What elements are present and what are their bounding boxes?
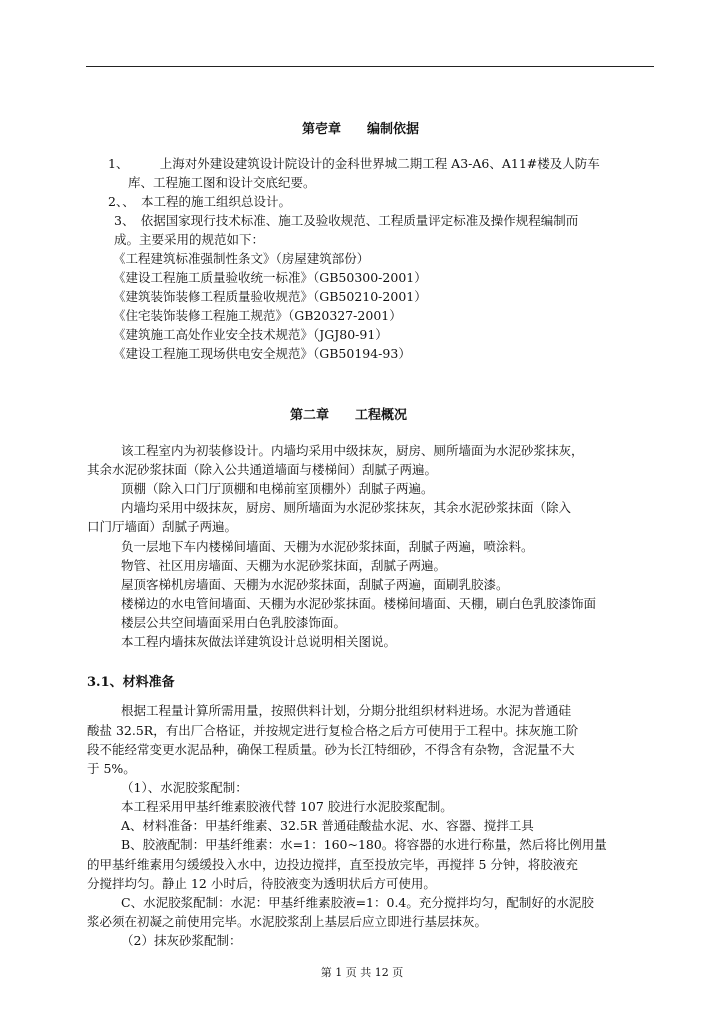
ch2-line-4: 内墙均采用中级抹灰，厨房、厕所墙面为水泥砂浆抹灰，其余水泥砂浆抹面（除入 xyxy=(121,500,572,515)
chapter2-title: 第二章 工程概况 xyxy=(290,408,408,423)
ch2-line-5: 口门厅墙面）刮腻子两遍。 xyxy=(87,519,238,534)
ch2-line-11: 本工程内墙抹灰做法详建筑设计总说明相关图说。 xyxy=(121,634,397,649)
s31-line-2: 酸盐 32.5R，有出厂合格证，并按规定进行复检合格之后方可使用于工程中。抹灰施工阶 xyxy=(87,723,579,738)
ch2-line-8: 屋顶客梯机房墙面、天棚为水泥砂浆抹面，刮腻子两遍，面刷乳胶漆。 xyxy=(121,577,509,592)
chapter1-title: 第壱章 编制依据 xyxy=(302,122,420,137)
s31-line-1: 根据工程量计算所需用量，按照供料计划，分期分批组织材料进场。水泥为普通硅 xyxy=(121,703,572,718)
s31-line-3: 段不能经常变更水泥品种，确保工程质量。砂为长江特细砂，不得含有杂物，含泥量不大 xyxy=(87,742,575,757)
header-rule xyxy=(86,66,654,67)
s31-line-9: 的甲基纤维素用匀缓缓投入水中，边投边搅拌，直至投放完毕，再搅拌 5 分钟，将胶液充 xyxy=(87,857,578,872)
s31-line-6: 本工程采用甲基纤维素胶液代替 107 胶进行水泥胶浆配制。 xyxy=(121,799,453,814)
ch2-line-7: 物管、社区用房墙面、天棚为水泥砂浆抹面，刮腻子两遍。 xyxy=(121,558,447,573)
standard-4: 《住宅装饰装修工程施工规范》（GB20327-2001） xyxy=(113,308,402,323)
ch2-line-2: 其余水泥砂浆抹面（除入公共通道墙面与楼梯间）刮腻子两遍。 xyxy=(87,462,438,477)
ch1-item-3: 3、 依据国家现行技术标准、施工及验收规范、工程质量评定标准及操作规程编制而 xyxy=(114,213,579,228)
standard-5: 《建筑施工高处作业安全技术规范》（JGJ80-91） xyxy=(113,327,388,342)
ch2-line-1: 该工程室内为初装修设计。内墙均采用中级抹灰，厨房、厕所墙面为水泥砂浆抹灰， xyxy=(121,443,584,458)
standard-3: 《建筑装饰装修工程质量验收规范》（GB50210-2001） xyxy=(113,289,427,304)
standard-6: 《建设工程施工现场供电安全规范》（GB50194-93） xyxy=(113,346,411,361)
page-footer: 第 1 页 共 12 页 xyxy=(320,966,404,979)
s31-line-8: B、胶液配制：甲基纤维素：水=1：160~180。将容器的水进行称量，然后将比例用量 xyxy=(121,837,607,852)
ch2-line-3: 顶棚（除入口门厅顶棚和电梯前室顶棚外）刮腻子两遍。 xyxy=(121,481,434,496)
ch1-item-1: 1、 上海对外建设建筑设计院设计的金科世界城二期工程 A3-A6、A11#楼及人防车 xyxy=(108,156,600,171)
ch1-item-2: 2、、 本工程的施工组织总设计。 xyxy=(108,194,291,209)
ch2-line-6: 负一层地下车内楼梯间墙面、天棚为水泥砂浆抹面，刮腻子两遍，喷涂料。 xyxy=(121,539,534,554)
s31-line-7: A、材料准备：甲基纤维素、32.5R 普通硅酸盐水泥、水、容器、搅拌工具 xyxy=(121,818,534,833)
s31-line-10: 分搅拌均匀。静止 12 小时后，待胶液变为透明状后方可使用。 xyxy=(87,876,436,891)
section31-title: 3.1、材料准备 xyxy=(87,675,175,690)
s31-line-12: 浆必须在初凝之前使用完毕。水泥胶浆刮上基层后应立即进行基层抹灰。 xyxy=(87,914,488,929)
s31-line-11: C、水泥胶浆配制：水泥：甲基纤维素胶液=1：0.4。充分搅拌均匀，配制好的水泥胶 xyxy=(121,895,594,910)
s31-line-5: （1）、水泥胶浆配制： xyxy=(121,780,248,795)
ch2-line-10: 楼层公共空间墙面采用白色乳胶漆饰面。 xyxy=(121,615,347,630)
standard-2: 《建设工程施工质量验收统一标准》（GB50300-2001） xyxy=(113,270,427,285)
s31-line-13: （2）抹灰砂浆配制： xyxy=(121,933,242,948)
ch1-item-3-cont: 成。主要采用的规范如下： xyxy=(114,232,265,247)
standard-1: 《工程建筑标准强制性条文》（房屋建筑部份） xyxy=(113,251,370,266)
s31-line-4: 于 5%。 xyxy=(87,761,136,776)
ch2-line-9: 楼梯边的水电管间墙面、天棚为水泥砂浆抹面。楼梯间墙面、天棚，刷白色乳胶漆饰面 xyxy=(121,596,597,611)
ch1-item-1-cont: 库、工程施工图和设计交底纪要。 xyxy=(128,175,316,190)
